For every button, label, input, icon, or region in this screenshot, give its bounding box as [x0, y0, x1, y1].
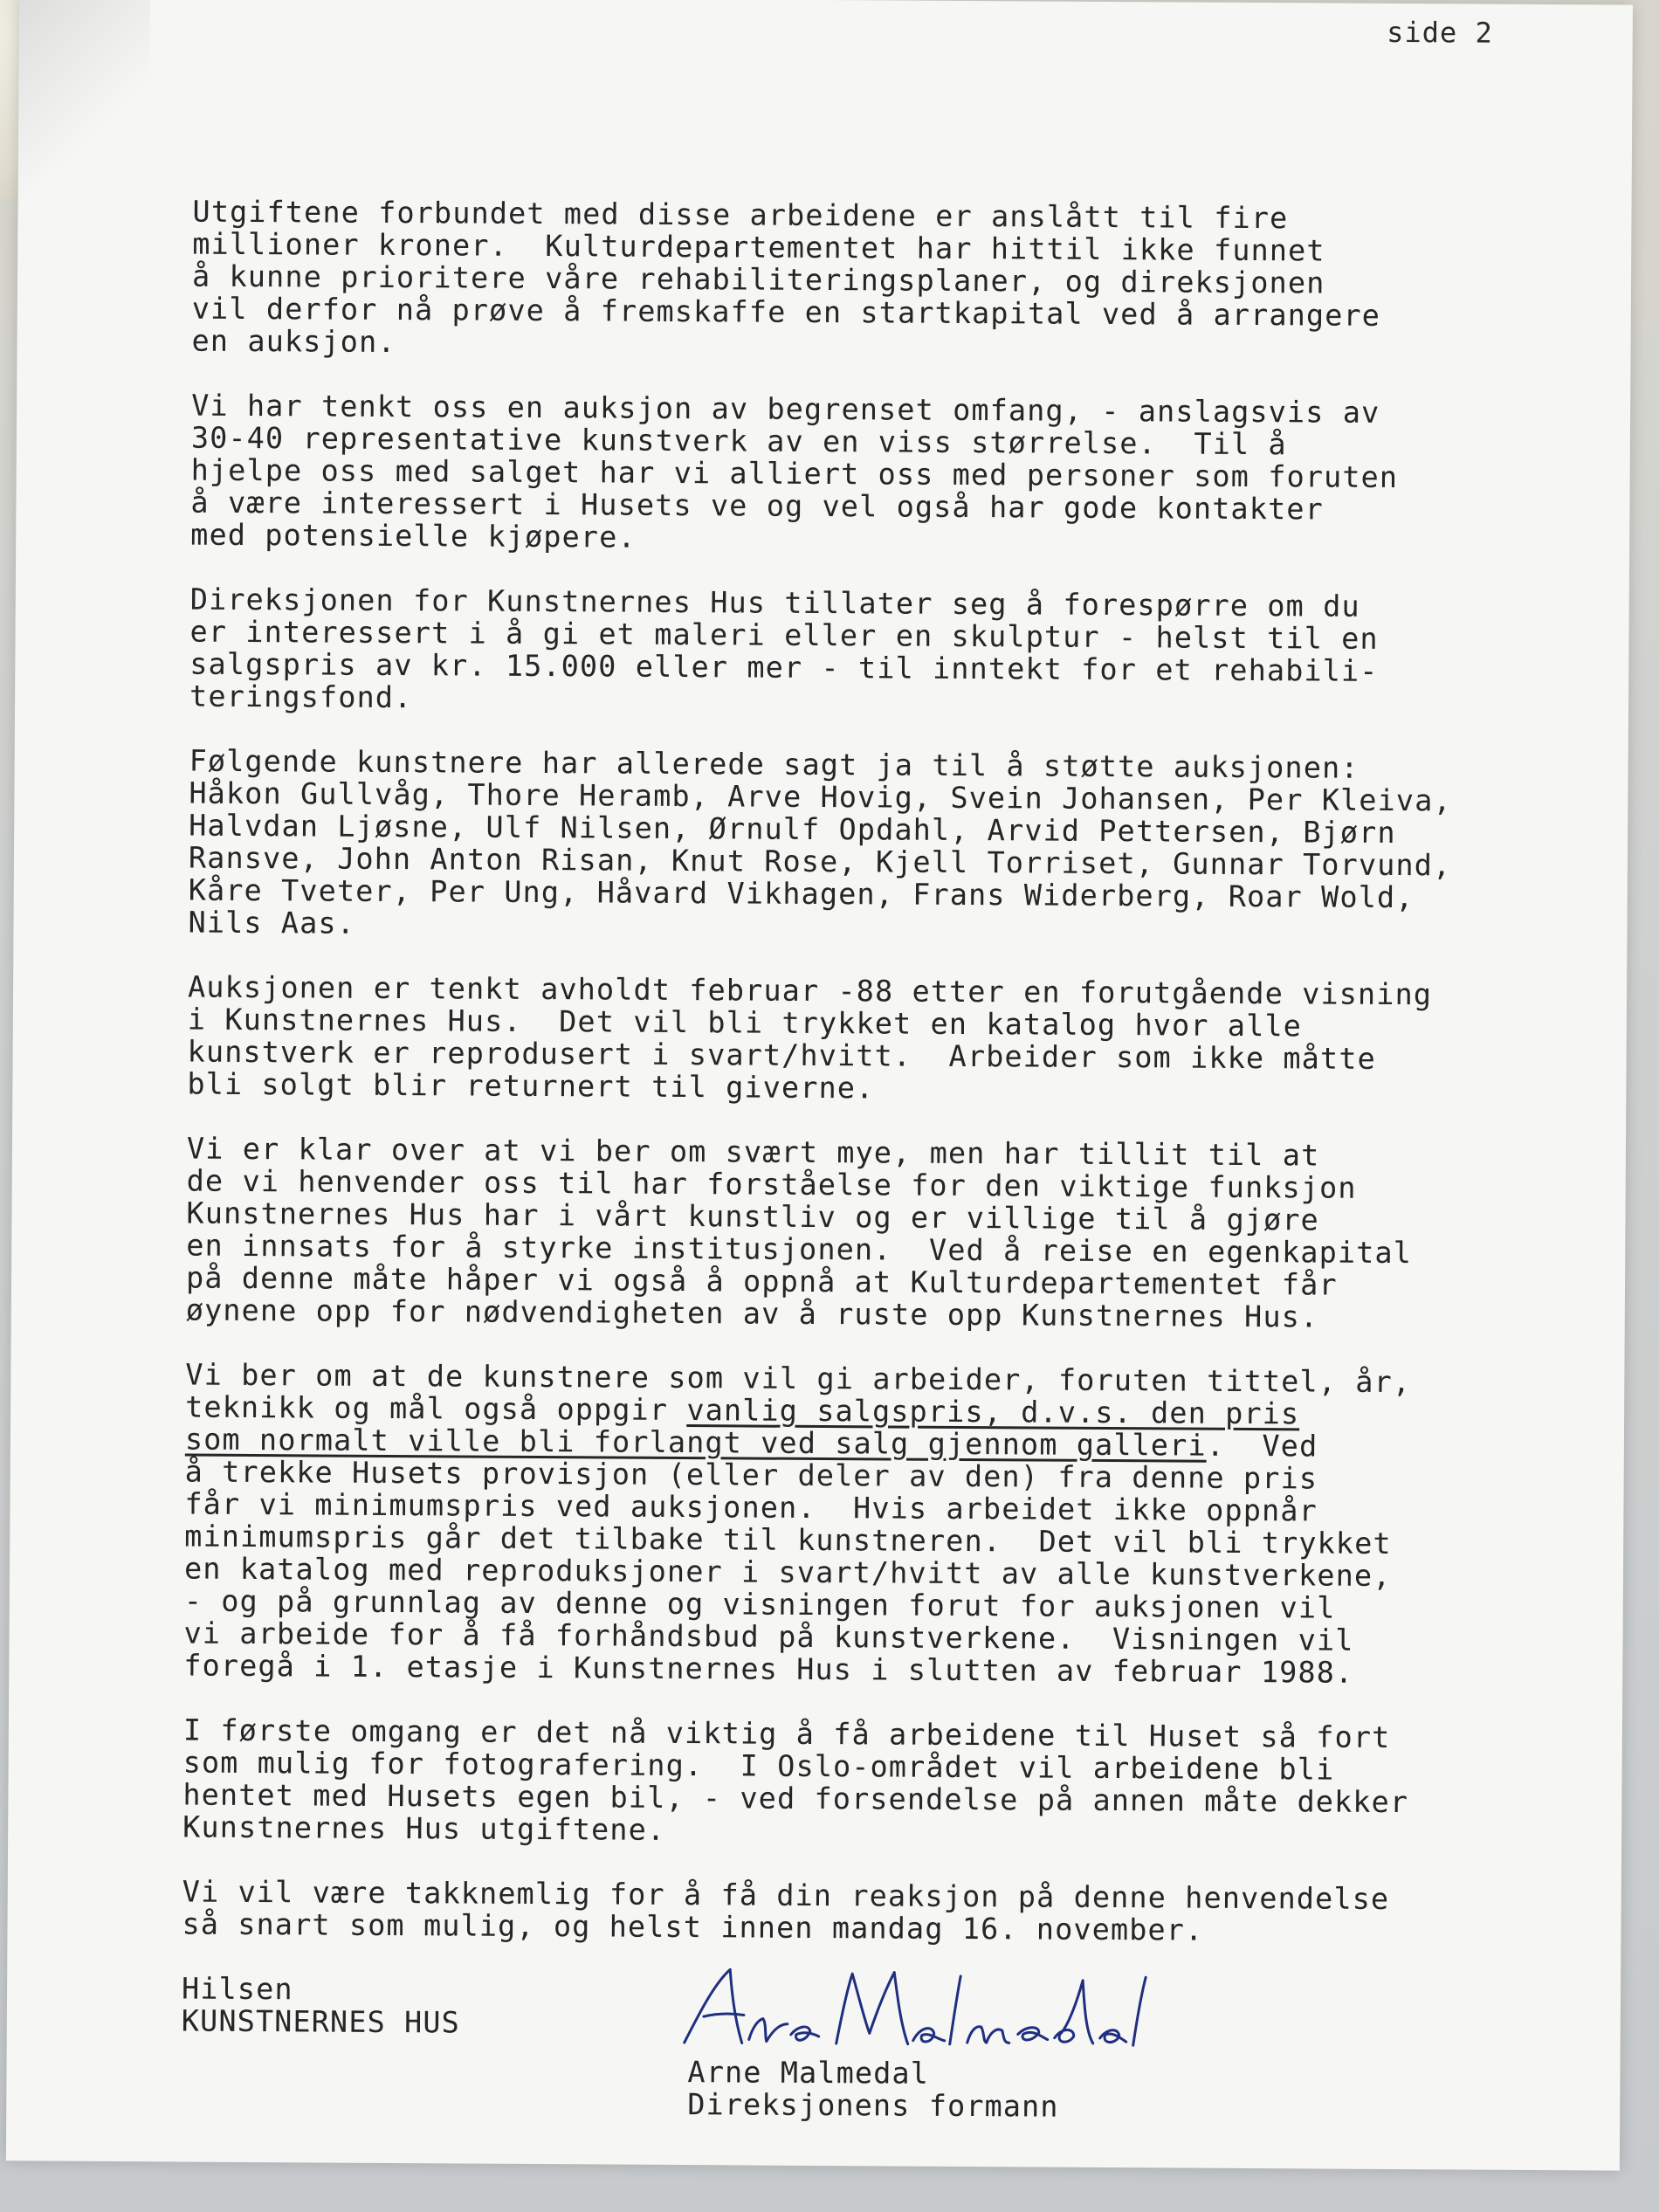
- pricing-text-underlined: vanlig salgspris, d.v.s. den pris som normalt ville bli forlangt ved salg gjennom galleri: [184, 1393, 1300, 1463]
- paragraph-auction-scope: Vi har tenkt oss en auksjon av begrenset omfang, - anslagsvis av 30-40 representative kunstverk av en viss størrelse. Til å hjelpe oss med salget har vi alliert oss med personer som foruten å være interessert i Husets ve og vel også har gode kontakter med potensielle kjøpere.: [190, 388, 1399, 555]
- page-curl-shadow: [17, 0, 150, 223]
- signer-name: Arne Malmedal: [687, 2055, 930, 2091]
- paragraph-pricing: [183, 1359, 1547, 1691]
- letter-page: [6, 0, 1633, 2171]
- greeting: Hilsen: [181, 1971, 293, 2007]
- signer-title: Direksjonens formann: [687, 2087, 1059, 2124]
- pricing-text-before: Vi ber om at de kunstnere som vil gi arbeider, foruten tittel, år, teknikk og mål også oppgir: [185, 1357, 1412, 1428]
- letter-closing: [181, 1973, 1544, 2174]
- handwritten-signature: [679, 1962, 1169, 2061]
- pricing-text-after: . Ved å trekke Husets provisjon (eller deler av den) fra denne pris får vi minimumspris ved auksjonen. Hvis arbeidet ikke oppnår minimumspris går det tilbake til kunstneren. Det vil bli trykket en katalog med reproduksjoner i svart/hvitt av alle kunstverkene, - og på grunnlag av denne og visningen forut for auksjonen vil vi arbeide for å få forhåndsbud på kunstverkene. Visningen vil foregå i 1. etasje i Kunstnernes Hus i slutten av februar 1988.: [183, 1428, 1392, 1690]
- paragraph-shipping: I første omgang er det nå viktig å få arbeidene til Huset så fort som mulig for fotografering. I Oslo-området vil arbeidene bli hentet med Husets egen bil, - ved forsendelse på annen måte dekker Kunstnernes Hus utgiftene.: [182, 1712, 1409, 1847]
- letter-body: [181, 196, 1555, 2173]
- paragraph-reply-request: Vi vil være takknemlig for å få din reaksjon på denne henvendelse så snart som mulig, og helst innen mandag 16. november.: [182, 1874, 1390, 1947]
- paragraph-costs: Utgiftene forbundet med disse arbeidene er anslått til fire millioner kroner. Kulturdepartementet har hittil ikke funnet å kunne prioritere våre rehabiliteringsplaner, og direksjonen vil derfor nå prøve å fremskaffe en startkapital ved å arrangere en auksjon.: [191, 194, 1381, 359]
- organization-name: KUNSTNERNES HUS: [181, 2003, 460, 2040]
- paragraph-trust: Vi er klar over at vi ber om svært mye, men har tillit til at de vi henvender oss til har forståelse for den viktige funksjon Kunstnernes Hus har i vårt kunstliv og er villige til å gjøre en innsats for å styrke institusjonen. Ved å reise en egenkapital på denne måte håper vi også å oppnå at Kulturdepartementet får øynene opp for nødvendigheten av å ruste opp Kunstnernes Hus.: [185, 1131, 1413, 1334]
- paragraph-request: Direksjonen for Kunstnernes Hus tillater seg å forespørre om du er interessert i å gi et maleri eller en skulptur - helst til en salgspris av kr. 15.000 eller mer - til inntekt for et rehabili- teringsfond.: [189, 582, 1379, 715]
- paragraph-artists: Følgende kunstnere har allerede sagt ja til å støtte auksjonen: Håkon Gullvåg, Thore Heramb, Arve Hovig, Svein Johansen, Per Kleiva, Halvdan Ljøsne, Ulf Nilsen, Ørnulf Opdahl, Arvid Pettersen, Bjørn Ransve, John Anton Risan, Knut Rose, Kjell Torriset, Gunnar Torvund, Kåre Tveter, Per Ung, Håvard Vikhagen, Frans Widerberg, Roar Wold, Nils Aas.: [188, 743, 1452, 941]
- page-number: side 2: [1387, 15, 1493, 50]
- paragraph-auction-date: Auksjonen er tenkt avholdt februar -88 etter en forutgående visning i Kunstnernes Hus. Det vil bli trykket en katalog hvor alle kunstverk er reprodusert i svart/hvitt. Arbeider som ikke måtte bli solgt blir returnert til giverne.: [187, 969, 1433, 1106]
